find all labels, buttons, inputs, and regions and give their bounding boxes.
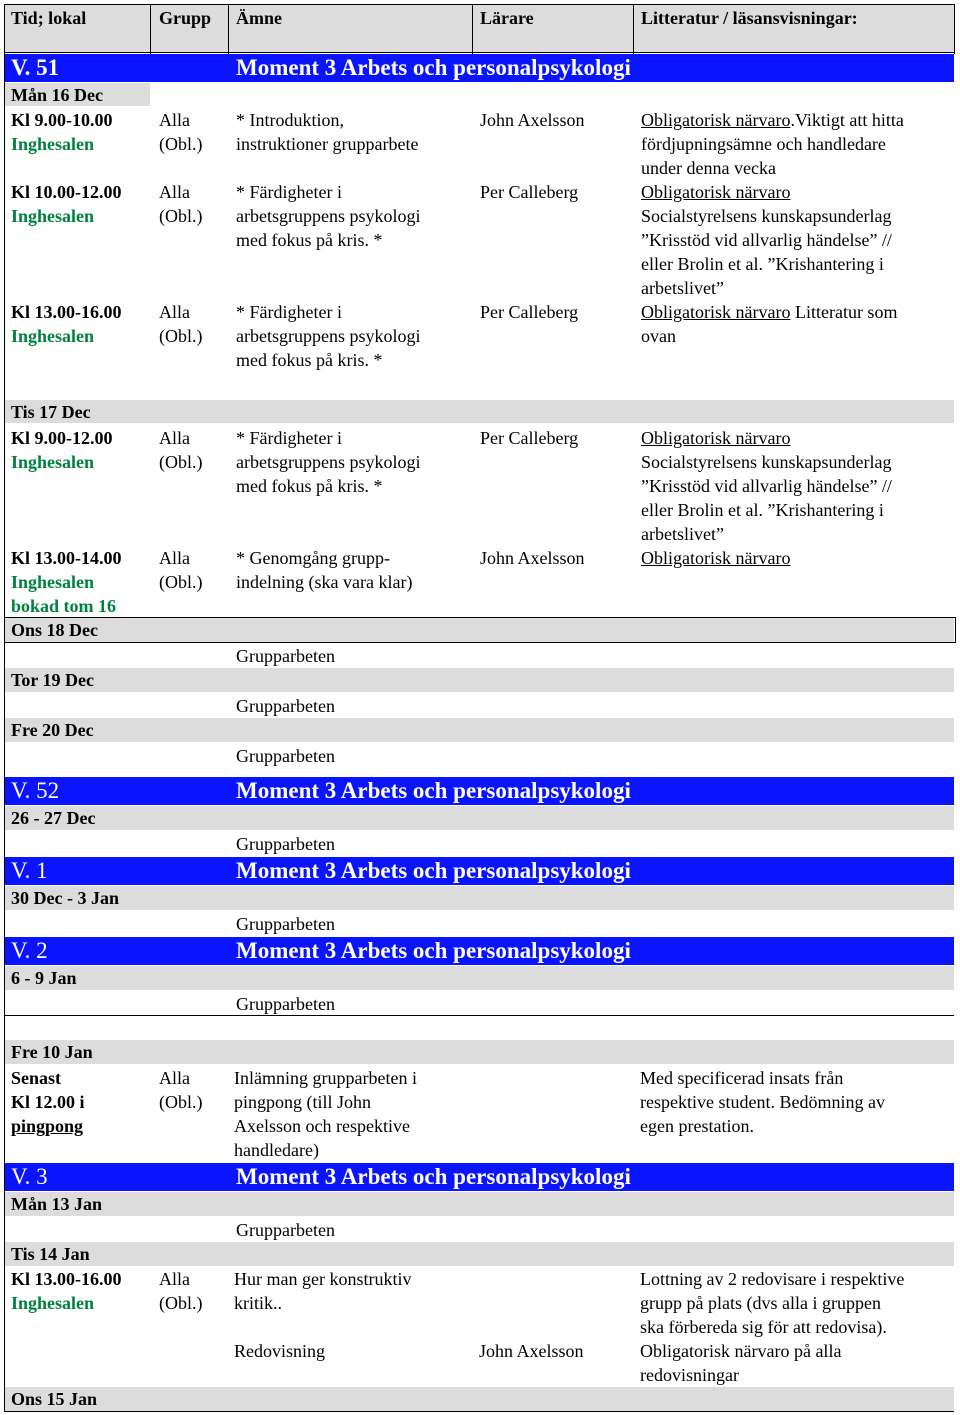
- header-literature: Litteratur / läsansvisningar:: [641, 8, 858, 28]
- row5-location: Inghesalen: [11, 572, 95, 592]
- row3-location: Inghesalen: [11, 326, 95, 346]
- row6-group: [159, 1066, 203, 1114]
- row4-location: Inghesalen: [11, 452, 95, 472]
- row1-location: Inghesalen: [11, 134, 95, 154]
- lit-line1: Socialstyrelsens kunskapsunderlag: [641, 206, 892, 226]
- subject-line2: kritik..: [234, 1293, 282, 1313]
- row-border-wed18-bottom: [4, 642, 956, 643]
- row1-subject: [236, 108, 418, 156]
- subject-line1: * Färdigheter i: [236, 182, 342, 202]
- col-divider-group: [150, 4, 151, 54]
- lit-line3: ska förbereda sig för att redovisa).: [640, 1317, 887, 1337]
- lit-line1: Lottning av 2 redovisare i respektive: [640, 1269, 905, 1289]
- row3-group: [159, 300, 203, 348]
- week-51-label: V. 51: [11, 55, 60, 80]
- subject-line2: arbetsgruppens psykologi: [236, 206, 421, 226]
- day-tue17-label: Tis 17 Dec: [11, 402, 91, 422]
- subject-line3: med fokus på kris. *: [236, 350, 383, 370]
- day-dec30-bar: [4, 886, 954, 910]
- wed18-group-work: Grupparbeten: [236, 646, 335, 666]
- header-time: Tid; lokal: [11, 8, 87, 28]
- row2-location: Inghesalen: [11, 206, 95, 226]
- row4-group: [159, 426, 203, 474]
- row-border-jan-gap: [4, 1015, 954, 1016]
- week-3-moment-title: Moment 3 Arbets och personalpsykologi: [236, 1164, 631, 1189]
- row4-teacher: Per Calleberg: [480, 428, 579, 448]
- table-right-border-lower: [955, 617, 956, 643]
- group-line1: Alla: [159, 428, 190, 448]
- subject-line1: * Färdigheter i: [236, 428, 342, 448]
- table-top-border: [4, 4, 955, 5]
- col-divider-subject: [228, 4, 229, 54]
- day-fri20-label: Fre 20 Dec: [11, 720, 94, 740]
- group-line1: Alla: [159, 182, 190, 202]
- subject-line4: handledare): [234, 1140, 319, 1160]
- group-line1: Alla: [159, 302, 190, 322]
- group-line2: (Obl.): [159, 1293, 203, 1313]
- week-52-label: V. 52: [11, 778, 60, 803]
- mon13-group-work: Grupparbeten: [236, 1220, 335, 1240]
- group-line2: (Obl.): [159, 1092, 203, 1112]
- row3-literature: [641, 300, 897, 348]
- row1-group: [159, 108, 203, 156]
- group-line2: (Obl.): [159, 134, 203, 154]
- lit-line4: arbetslivet”: [641, 524, 724, 544]
- day-dec30-label: 30 Dec - 3 Jan: [11, 888, 119, 908]
- fri20-group-work: Grupparbeten: [236, 746, 335, 766]
- thu19-group-work: Grupparbeten: [236, 696, 335, 716]
- lit-line2: respektive student. Bedömning av: [640, 1092, 885, 1112]
- day-jan6-label: 6 - 9 Jan: [11, 968, 77, 988]
- group-line1: Alla: [159, 1068, 190, 1088]
- day-wed15-bar: [4, 1387, 954, 1411]
- subject-line3: med fokus på kris. *: [236, 476, 383, 496]
- day-thu19-bar: [4, 668, 954, 692]
- row4-literature: [641, 426, 892, 546]
- pingpong-link[interactable]: pingpong: [11, 1116, 84, 1136]
- subject-line1: Hur man ger konstruktiv: [234, 1269, 412, 1289]
- day-dec26-bar: [4, 806, 954, 830]
- dec26-group-work: Grupparbeten: [236, 834, 335, 854]
- row2-time: Kl 10.00-12.00: [11, 182, 122, 202]
- header-teacher: Lärare: [480, 8, 534, 28]
- day-wed15-label: Ons 15 Jan: [11, 1389, 98, 1409]
- deadline-line2: Kl 12.00 i: [11, 1092, 85, 1112]
- group-line1: Alla: [159, 548, 190, 568]
- subject-line1: * Introduktion,: [236, 110, 344, 130]
- deadline-line1: Senast: [11, 1068, 62, 1088]
- subject-line3: Axelsson och respektive: [234, 1116, 410, 1136]
- row2-subject: [236, 180, 420, 252]
- table-right-border: [954, 4, 955, 54]
- lit-line4: Obligatorisk närvaro på alla: [640, 1341, 842, 1361]
- row5-teacher: John Axelsson: [480, 548, 585, 568]
- day-fri10-label: Fre 10 Jan: [11, 1042, 93, 1062]
- day-tue14-label: Tis 14 Jan: [11, 1244, 90, 1264]
- col-divider-literature: [633, 4, 634, 54]
- row2-teacher: Per Calleberg: [480, 182, 579, 202]
- lit-line3: eller Brolin et al. ”Krishantering i: [641, 254, 884, 274]
- lit-line3: egen prestation.: [640, 1116, 754, 1136]
- row7-presentation: Redovisning: [234, 1341, 326, 1361]
- obligatory-link[interactable]: Obligatorisk närvaro: [641, 182, 791, 202]
- row2-literature: [641, 180, 892, 300]
- subject-line1: Inlämning grupparbeten i: [234, 1068, 417, 1088]
- lit-line4: arbetslivet”: [641, 278, 724, 298]
- subject-line2: instruktioner grupparbete: [236, 134, 419, 154]
- row1-time: Kl 9.00-10.00: [11, 110, 113, 130]
- row3-time: Kl 13.00-16.00: [11, 302, 122, 322]
- row5-time: Kl 13.00-14.00: [11, 548, 122, 568]
- row1-teacher: John Axelsson: [480, 110, 585, 130]
- row7-time: Kl 13.00-16.00: [11, 1269, 122, 1289]
- subject-line2: pingpong (till John: [234, 1092, 372, 1112]
- obligatory-link[interactable]: Obligatorisk närvaro: [641, 428, 791, 448]
- day-dec26-label: 26 - 27 Dec: [11, 808, 96, 828]
- lit-line1: Med specificerad insats från: [640, 1068, 844, 1088]
- lit-line2: ovan: [641, 326, 676, 346]
- row1-literature: [641, 108, 904, 180]
- row4-time: Kl 9.00-12.00: [11, 428, 113, 448]
- lit-line3: eller Brolin et al. ”Krishantering i: [641, 500, 884, 520]
- header-group: Grupp: [159, 8, 212, 28]
- row5-obligatory-link[interactable]: Obligatorisk närvaro: [641, 548, 791, 568]
- row6-literature: [640, 1066, 885, 1138]
- day-mon13-bar: [4, 1192, 954, 1216]
- week-2-label: V. 2: [11, 938, 48, 963]
- dec30-group-work: Grupparbeten: [236, 914, 335, 934]
- header-subject: Ämne: [236, 8, 282, 28]
- row5-group: [159, 546, 203, 594]
- table-left-border: [4, 4, 5, 1412]
- day-tue17-bar: [4, 400, 954, 423]
- row7-location: Inghesalen: [11, 1293, 95, 1313]
- week-52-moment-title: Moment 3 Arbets och personalpsykologi: [236, 778, 631, 803]
- lit-line2: grupp på plats (dvs alla i gruppen: [640, 1293, 881, 1313]
- obligatory-link[interactable]: Obligatorisk närvaro: [641, 110, 791, 130]
- group-line2: (Obl.): [159, 572, 203, 592]
- row6-deadline: [11, 1066, 85, 1138]
- subject-line1: * Färdigheter i: [236, 302, 342, 322]
- week-1-moment-title: Moment 3 Arbets och personalpsykologi: [236, 858, 631, 883]
- lit-line2: ”Krisstöd vid allvarlig händelse” //: [641, 476, 892, 496]
- subject-line2: arbetsgruppens psykologi: [236, 326, 421, 346]
- subject-line1: * Genomgång grupp-: [236, 548, 390, 568]
- day-thu19-label: Tor 19 Dec: [11, 670, 94, 690]
- day-mon16-label: Mån 16 Dec: [11, 85, 103, 105]
- row6-subject: [234, 1066, 417, 1162]
- col-divider-teacher: [472, 4, 473, 54]
- group-line2: (Obl.): [159, 452, 203, 472]
- lit-line2: fördjupningsämne och handledare: [641, 134, 886, 154]
- day-wed18-label: Ons 18 Dec: [11, 620, 98, 640]
- lit-line2: ”Krisstöd vid allvarlig händelse” //: [641, 230, 892, 250]
- day-mon13-label: Mån 13 Jan: [11, 1194, 103, 1214]
- subject-line2: arbetsgruppens psykologi: [236, 452, 421, 472]
- group-line1: Alla: [159, 110, 190, 130]
- group-line1: Alla: [159, 1269, 190, 1289]
- row5-subject: [236, 546, 412, 594]
- lit-rest: Litteratur som: [790, 302, 898, 322]
- row7-teacher: John Axelsson: [479, 1341, 584, 1361]
- group-line2: (Obl.): [159, 206, 203, 226]
- subject-line3: med fokus på kris. *: [236, 230, 383, 250]
- header-bottom-border: [4, 52, 955, 53]
- day-fri20-bar: [4, 718, 954, 742]
- week-51-moment-title: Moment 3 Arbets och personalpsykologi: [236, 55, 631, 80]
- jan6-group-work: Grupparbeten: [236, 994, 335, 1014]
- row7-subject: [234, 1267, 411, 1315]
- row7-group: [159, 1267, 203, 1315]
- day-tue14-bar: [4, 1242, 954, 1266]
- row4-subject: [236, 426, 420, 498]
- row5-booked-note: bokad tom 16: [11, 596, 117, 616]
- table-bottom-border: [4, 1411, 954, 1412]
- week-1-label: V. 1: [11, 858, 48, 883]
- day-fri10-bar: [4, 1040, 954, 1064]
- day-jan6-bar: [4, 966, 954, 990]
- lit-line1-rest: .Viktigt att hitta: [790, 110, 904, 130]
- obligatory-link[interactable]: Obligatorisk närvaro: [641, 302, 791, 322]
- row3-teacher: Per Calleberg: [480, 302, 579, 322]
- row-border-wed18: [4, 617, 956, 618]
- row7-literature: [640, 1267, 904, 1387]
- lit-line5: redovisningar: [640, 1365, 739, 1385]
- group-line2: (Obl.): [159, 326, 203, 346]
- week-3-label: V. 3: [11, 1164, 48, 1189]
- lit-line1: Socialstyrelsens kunskapsunderlag: [641, 452, 892, 472]
- subject-line2: indelning (ska vara klar): [236, 572, 413, 592]
- row2-group: [159, 180, 203, 228]
- day-wed18-bar: [4, 618, 954, 642]
- week-2-moment-title: Moment 3 Arbets och personalpsykologi: [236, 938, 631, 963]
- lit-line3: under denna vecka: [641, 158, 776, 178]
- row3-subject: [236, 300, 420, 372]
